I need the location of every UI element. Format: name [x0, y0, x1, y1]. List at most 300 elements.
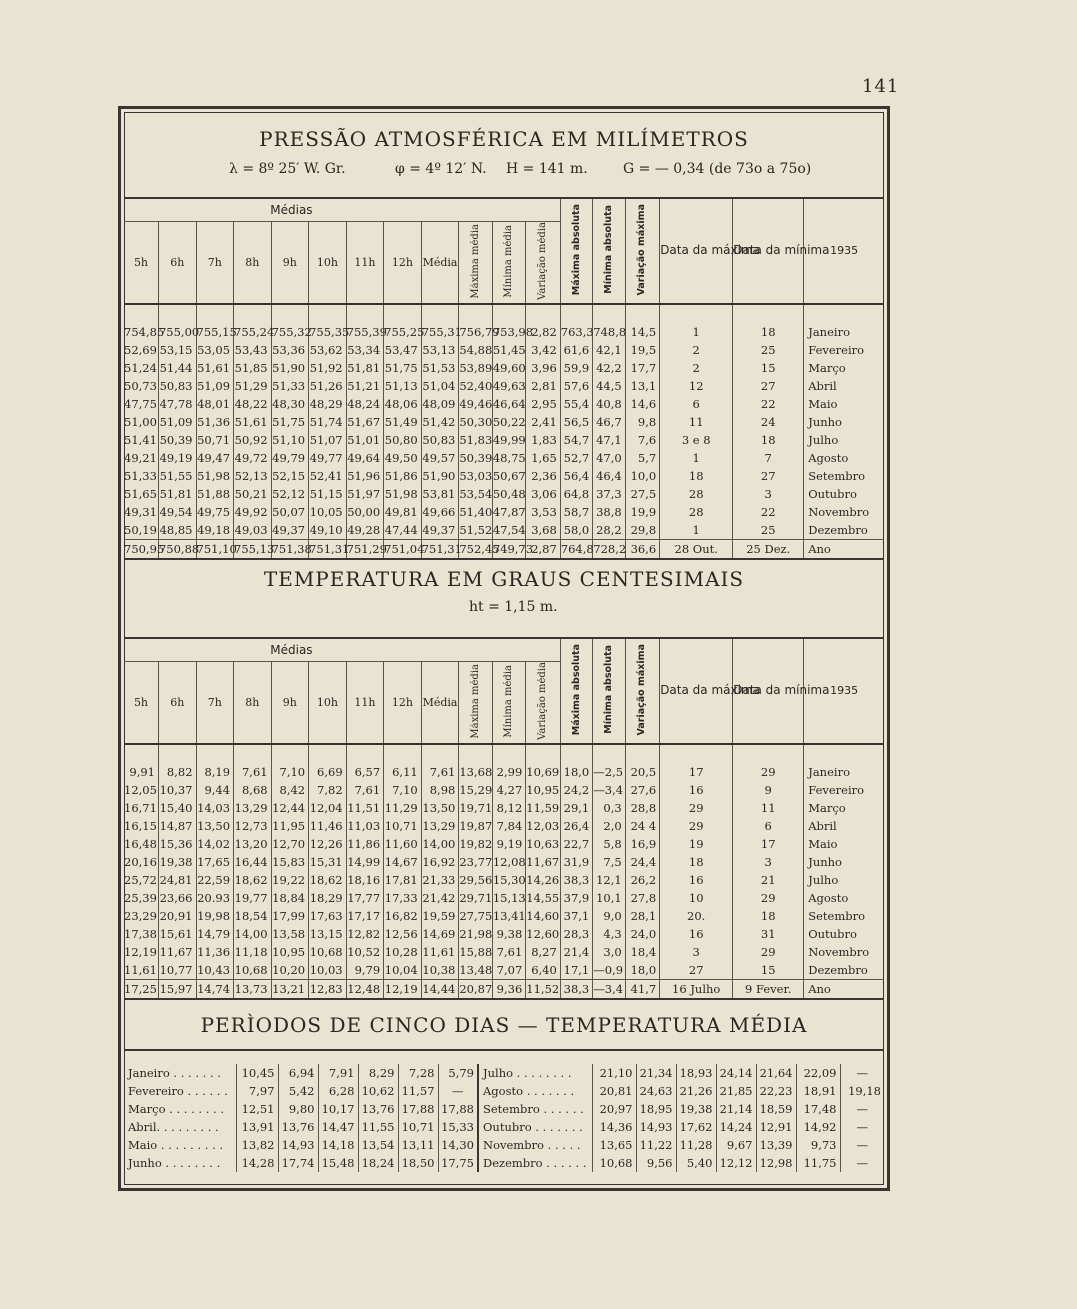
period-cell: 14,92 — [796, 1118, 840, 1136]
table-cell: 53,05 — [196, 341, 234, 359]
table-cell: —2,5 — [593, 763, 625, 781]
table-cell: 11,67 — [526, 854, 560, 869]
year-total-row — [124, 979, 884, 999]
year-cell: 755,13 — [234, 539, 272, 559]
year-cell: 750,95 — [124, 539, 158, 559]
period-row — [124, 1100, 884, 1118]
table-cell: 50,80 — [384, 431, 422, 449]
pressure-table — [124, 197, 884, 560]
media-header: Média — [421, 222, 459, 304]
month-label: Maio — [804, 835, 884, 853]
period-month-label: Janeiro . . . . . . . — [128, 1066, 221, 1080]
table-cell: 10,04 — [384, 961, 422, 980]
temperature-title: TEMPERATURA EM GRAUS CENTESIMAIS — [263, 567, 745, 591]
table-cell: 49,79 — [271, 449, 309, 467]
table-cell: 15,40 — [158, 799, 196, 817]
table-cell: 2,41 — [526, 413, 561, 431]
period-cell: 9,73 — [796, 1136, 840, 1154]
hour-header: 10h — [309, 222, 347, 304]
period-cell: 11,75 — [796, 1154, 840, 1172]
table-cell: 51,44 — [158, 359, 196, 377]
table-cell: 6,69 — [309, 763, 347, 781]
table-cell: 51,13 — [384, 377, 422, 395]
month-label: Janeiro — [804, 763, 884, 781]
period-cell: 18,59 — [756, 1100, 796, 1118]
table-cell: 29 — [733, 943, 804, 961]
table-cell: 42,1 — [593, 341, 625, 359]
year-cell: 15,97 — [158, 979, 196, 999]
table-cell: 50,22 — [492, 414, 526, 429]
period-cell: 20,97 — [592, 1100, 636, 1118]
table-cell: 7,6 — [625, 431, 659, 449]
table-cell: 57,6 — [560, 377, 592, 395]
table-cell: 755,24 — [234, 324, 275, 339]
table-cell: 10,0 — [625, 467, 659, 485]
periods-table — [124, 1064, 884, 1172]
period-month-label: Abril. . . . . . . . . — [128, 1120, 219, 1134]
year-cell: 28 Out. — [660, 539, 733, 559]
table-cell: 7,61 — [492, 943, 525, 961]
max-abs-header: Máxima absoluta — [560, 198, 592, 304]
year-header: 1935 — [804, 638, 884, 744]
table-cell: 49,03 — [234, 521, 272, 540]
period-cell: 10,17 — [318, 1100, 358, 1118]
year-cell: 9,36 — [492, 979, 525, 999]
month-label: Novembro — [804, 943, 884, 961]
table-cell: 51,61 — [234, 413, 272, 431]
table-cell: 51,45 — [492, 342, 526, 357]
table-cell: 21,98 — [459, 926, 493, 941]
table-cell: 754,85 — [124, 324, 165, 339]
table-cell: 19,71 — [459, 800, 493, 815]
table-cell: 51,53 — [421, 359, 459, 377]
month-label: Outubro — [804, 485, 884, 503]
table-cell: 31 — [733, 925, 804, 943]
table-cell: 1 — [660, 323, 733, 341]
table-cell: 2,95 — [526, 395, 561, 413]
table-cell: 11,67 — [158, 943, 196, 961]
period-month-label: Junho . . . . . . . . — [128, 1156, 221, 1170]
period-cell: — — [840, 1136, 884, 1154]
period-cell: — — [840, 1154, 884, 1172]
table-cell: 48,09 — [421, 395, 459, 413]
table-cell: 9,44 — [196, 781, 234, 799]
year-cell: 750,88 — [158, 539, 196, 559]
table-row — [124, 503, 884, 521]
month-label: Agosto — [804, 449, 884, 467]
period-cell: 5,79 — [438, 1064, 478, 1082]
period-cell: 11,22 — [636, 1136, 676, 1154]
table-cell: 12,44 — [271, 799, 309, 817]
table-cell: 53,15 — [158, 341, 196, 359]
table-cell: 19,59 — [421, 907, 459, 925]
month-label: Setembro — [804, 467, 884, 485]
table-cell: 20. — [660, 907, 733, 925]
table-cell: 17 — [733, 835, 804, 853]
table-cell: 9 — [733, 781, 804, 799]
table-cell: 49,60 — [492, 360, 526, 375]
table-row — [124, 377, 884, 395]
table-cell: 755,25 — [384, 324, 425, 339]
table-row — [124, 485, 884, 503]
table-cell: 51,10 — [271, 431, 309, 449]
table-cell: 50,73 — [124, 378, 157, 393]
table-cell: 0,3 — [593, 799, 625, 817]
period-cell: 5,40 — [676, 1154, 716, 1172]
table-cell: 47,0 — [593, 449, 625, 467]
table-cell: 53,62 — [309, 341, 347, 359]
period-cell: 7,97 — [236, 1082, 278, 1100]
table-cell: 54,88 — [459, 342, 493, 357]
table-cell: 13,1 — [625, 377, 659, 395]
table-cell: 14,00 — [421, 835, 459, 853]
table-cell: 755,31 — [421, 324, 462, 339]
data-min-header: Data da mínima — [733, 198, 804, 304]
period-cell: 21,10 — [592, 1064, 636, 1082]
table-cell: 51,74 — [309, 413, 347, 431]
table-cell: 26,2 — [625, 871, 659, 889]
table-cell: 50,19 — [124, 522, 157, 537]
table-cell: 13,29 — [234, 799, 272, 817]
table-cell: 21 — [733, 871, 804, 889]
period-cell: 13,39 — [756, 1136, 796, 1154]
table-cell: 51,61 — [196, 359, 234, 377]
year-cell: 751,10 — [196, 539, 234, 559]
table-cell: 11,95 — [271, 817, 309, 835]
month-label: Abril — [804, 377, 884, 395]
table-cell: 51,86 — [384, 467, 422, 485]
year-cell: 38,3 — [560, 979, 592, 999]
table-cell: 49,63 — [492, 378, 526, 393]
table-cell: 16,44 — [234, 853, 272, 871]
period-cell: 7,28 — [398, 1064, 438, 1082]
period-cell: 12,98 — [756, 1154, 796, 1172]
table-cell: 64,8 — [560, 485, 592, 503]
table-cell: 20,91 — [158, 907, 196, 925]
table-cell: 11,46 — [309, 817, 347, 835]
table-cell: 46,4 — [593, 467, 625, 485]
table-cell: 58,7 — [560, 503, 592, 521]
period-cell: 13,76 — [278, 1118, 318, 1136]
period-cell: 14,30 — [438, 1136, 478, 1154]
table-cell: 11,51 — [346, 799, 384, 817]
table-cell: 10,1 — [593, 889, 625, 907]
table-cell: 50,48 — [492, 486, 526, 501]
table-cell: 7,10 — [271, 763, 309, 781]
table-cell: 46,64 — [492, 396, 526, 411]
table-cell: 52,15 — [271, 467, 309, 485]
table-cell: 12,04 — [309, 799, 347, 817]
table-cell: 9,19 — [492, 835, 525, 853]
table-cell: 27 — [660, 961, 733, 980]
table-cell: 24,0 — [625, 925, 659, 943]
month-label: Junho — [804, 853, 884, 871]
table-cell: 3 — [660, 943, 733, 961]
year-cell: 751,04 — [384, 539, 422, 559]
min-media-header: Mínima média — [492, 222, 525, 304]
table-cell: 53,81 — [421, 485, 459, 503]
table-cell: 8,27 — [526, 943, 561, 961]
table-row — [124, 431, 884, 449]
table-cell: 51,15 — [309, 485, 347, 503]
table-cell: 7,10 — [384, 781, 422, 799]
table-row — [124, 889, 884, 907]
table-cell: 51,81 — [158, 485, 196, 503]
year-cell: 25 Dez. — [733, 539, 804, 559]
period-month-label: Maio . . . . . . . . . — [128, 1138, 224, 1152]
table-cell: 49,54 — [158, 503, 196, 521]
table-cell: 8,98 — [421, 781, 459, 799]
table-cell: 17,63 — [309, 907, 347, 925]
table-cell: 48,22 — [234, 395, 272, 413]
period-cell: 7,91 — [318, 1064, 358, 1082]
table-cell: 753,98 — [492, 324, 534, 339]
table-cell: 51,83 — [459, 432, 493, 447]
period-cell: 13,65 — [592, 1136, 636, 1154]
period-cell: 15,33 — [438, 1118, 478, 1136]
table-cell: 2,81 — [526, 377, 561, 395]
table-cell: 49,72 — [234, 449, 272, 467]
table-cell: 21,42 — [421, 889, 459, 907]
table-cell: 50,83 — [421, 431, 459, 449]
month-label: Junho — [804, 413, 884, 431]
table-row — [124, 943, 884, 961]
period-cell: 21,34 — [636, 1064, 676, 1082]
table-cell: 29,8 — [625, 521, 659, 540]
table-cell: 28,8 — [625, 799, 659, 817]
table-cell: 51,75 — [271, 413, 309, 431]
table-cell: 19,9 — [625, 503, 659, 521]
table-cell: 4,3 — [593, 925, 625, 943]
period-cell: 9,56 — [636, 1154, 676, 1172]
table-cell: 27 — [733, 467, 804, 485]
period-cell: 21,85 — [716, 1082, 756, 1100]
table-cell: 4,27 — [492, 781, 525, 799]
table-cell: 10,03 — [309, 961, 347, 980]
table-cell: 25,72 — [124, 872, 157, 887]
table-cell: 10,77 — [158, 961, 196, 980]
table-cell: 50,92 — [234, 431, 272, 449]
table-cell: 49,31 — [124, 504, 157, 519]
table-cell: 48,24 — [346, 395, 384, 413]
table-cell: 10,20 — [271, 961, 309, 980]
table-cell: 2,99 — [492, 763, 525, 781]
period-cell: 14,47 — [318, 1118, 358, 1136]
table-cell: 755,39 — [346, 324, 387, 339]
month-label: Março — [804, 359, 884, 377]
table-cell: 51,88 — [196, 485, 234, 503]
table-cell: 9,91 — [129, 764, 155, 779]
table-cell: 18,84 — [271, 889, 309, 907]
table-cell: 10,05 — [309, 503, 347, 521]
table-cell: 18,62 — [309, 871, 347, 889]
period-cell: 13,11 — [398, 1136, 438, 1154]
table-cell: 755,35 — [309, 324, 350, 339]
table-cell: 47,54 — [492, 521, 525, 540]
table-cell: 61,6 — [560, 341, 592, 359]
period-cell: 18,95 — [636, 1100, 676, 1118]
table-cell: 13,68 — [459, 764, 493, 779]
medias-header: Médias — [270, 643, 313, 657]
table-cell: 52,41 — [309, 467, 347, 485]
table-cell: 49,37 — [421, 521, 459, 540]
table-cell: 11 — [660, 413, 733, 431]
year-cell: 2,87 — [526, 539, 561, 559]
year-cell: 14,44 — [421, 979, 459, 999]
table-cell: 2 — [660, 359, 733, 377]
period-cell: 18,24 — [358, 1154, 398, 1172]
table-cell: 7 — [733, 449, 804, 467]
table-cell: 24 — [733, 413, 804, 431]
table-cell: 10,52 — [346, 943, 384, 961]
table-cell: 12,73 — [234, 817, 272, 835]
table-cell: 51,24 — [124, 360, 157, 375]
period-month-label: Dezembro . . . . . . — [478, 1154, 592, 1172]
table-cell: 56,4 — [560, 467, 592, 485]
period-cell: 6,94 — [278, 1064, 318, 1082]
year-cell: 751,31 — [421, 539, 459, 559]
table-cell: 14,99 — [346, 853, 384, 871]
table-cell: 49,10 — [309, 521, 347, 540]
year-cell: 9 Fever. — [733, 979, 804, 999]
year-cell: —3,4 — [593, 979, 625, 999]
table-cell: 48,06 — [384, 395, 422, 413]
table-cell: 27,8 — [625, 889, 659, 907]
table-cell: 15,31 — [309, 853, 347, 871]
table-cell: 10,63 — [526, 836, 560, 851]
table-cell: 51,49 — [384, 413, 422, 431]
table-cell: 56,5 — [560, 413, 592, 431]
table-cell: 23,66 — [158, 889, 196, 907]
hour-header: 10h — [309, 662, 347, 744]
var-media-header: Variação média — [526, 662, 561, 744]
year-cell: 20,87 — [459, 979, 492, 999]
table-cell: 52,69 — [124, 342, 157, 357]
table-cell: 3,53 — [526, 503, 561, 521]
table-cell: 50,83 — [158, 377, 196, 395]
table-cell: 7,61 — [421, 763, 459, 781]
table-cell: 15,61 — [158, 925, 196, 943]
period-cell: 17,88 — [438, 1100, 478, 1118]
table-row — [124, 817, 884, 835]
table-cell: 37,3 — [593, 485, 625, 503]
table-row — [124, 799, 884, 817]
table-cell: 10,28 — [384, 943, 422, 961]
period-cell: 13,54 — [358, 1136, 398, 1154]
month-label: Julho — [804, 431, 884, 449]
min-abs-header: Mínima absoluta — [593, 638, 625, 744]
table-cell: 51,40 — [459, 504, 493, 519]
table-cell: 51,26 — [309, 377, 347, 395]
table-cell: 53,89 — [459, 360, 493, 375]
table-cell: 7,07 — [492, 961, 525, 980]
table-cell: 51,29 — [234, 377, 272, 395]
table-cell: 11,36 — [196, 943, 234, 961]
period-cell: — — [840, 1100, 884, 1118]
period-cell: 18,50 — [398, 1154, 438, 1172]
table-cell: 13,58 — [271, 925, 309, 943]
table-cell: 23,29 — [124, 908, 157, 923]
year-cell: 751,31 — [309, 539, 347, 559]
table-cell: 18,0 — [560, 763, 592, 781]
table-cell: 9,79 — [346, 961, 384, 980]
pressure-lambda: λ = 8º 25′ W. Gr. — [229, 161, 346, 177]
period-cell: — — [438, 1082, 478, 1100]
table-row — [124, 871, 884, 889]
table-row — [124, 835, 884, 853]
month-label: Fevereiro — [804, 341, 884, 359]
table-cell: 15,29 — [459, 782, 493, 797]
table-row — [124, 323, 884, 341]
table-cell: 49,28 — [346, 521, 384, 540]
table-cell: 51,01 — [346, 431, 384, 449]
table-cell: 44,5 — [593, 377, 625, 395]
table-cell: 17 — [660, 763, 733, 781]
table-cell: 16,71 — [124, 800, 157, 815]
pressure-phi: φ = 4º 12′ N. — [395, 161, 487, 177]
table-cell: 17,65 — [196, 853, 234, 871]
pressure-altitude: H = 141 m. — [506, 161, 588, 177]
var-max-header: Variação máxima — [625, 638, 659, 744]
period-cell: 17,75 — [438, 1154, 478, 1172]
table-cell: 17,38 — [124, 926, 157, 941]
table-cell: 14,79 — [196, 925, 234, 943]
period-cell: 10,45 — [236, 1064, 278, 1082]
table-cell: 24 4 — [625, 817, 659, 835]
table-cell: 6,40 — [526, 961, 561, 980]
year-cell: 13,73 — [234, 979, 272, 999]
table-cell: 12,1 — [593, 871, 625, 889]
period-cell: 10,62 — [358, 1082, 398, 1100]
temperature-height: ht = 1,15 m. — [469, 599, 558, 615]
table-cell: 17,7 — [625, 359, 659, 377]
periods-title: PERÌODOS DE CINCO DIAS — TEMPERATURA MÉDIA — [200, 1013, 808, 1037]
table-cell: 50,67 — [492, 468, 526, 483]
month-label: Novembro — [804, 503, 884, 521]
table-cell: 14,60 — [526, 908, 560, 923]
period-month-label: Setembro . . . . . . — [478, 1100, 592, 1118]
table-cell: 18 — [733, 431, 804, 449]
month-label: Fevereiro — [804, 781, 884, 799]
table-cell: 25 — [733, 341, 804, 359]
table-cell: 12,82 — [346, 925, 384, 943]
medias-header: Médias — [270, 203, 313, 217]
table-cell: 1 — [660, 449, 733, 467]
period-cell: 17,88 — [398, 1100, 438, 1118]
table-cell: 5,8 — [593, 835, 625, 853]
period-cell: 24,14 — [716, 1064, 756, 1082]
min-media-header: Mínima média — [492, 662, 525, 744]
period-cell: 11,57 — [398, 1082, 438, 1100]
table-cell: 55,4 — [560, 395, 592, 413]
table-cell: 47,44 — [384, 521, 422, 540]
table-cell: 5,7 — [625, 449, 659, 467]
table-cell: 19,22 — [271, 871, 309, 889]
month-label: Agosto — [804, 889, 884, 907]
table-cell: 51,85 — [234, 359, 272, 377]
month-label: Abril — [804, 817, 884, 835]
year-total-row — [124, 539, 884, 559]
table-cell: 22,59 — [196, 871, 234, 889]
table-cell: 11,60 — [384, 835, 422, 853]
table-cell: 17,1 — [560, 961, 592, 980]
table-cell: 11,29 — [384, 799, 422, 817]
table-cell: 2,36 — [526, 467, 561, 485]
period-cell: 13,91 — [236, 1118, 278, 1136]
period-month-label: Julho . . . . . . . . — [478, 1064, 592, 1082]
period-month-label: Novembro . . . . . — [478, 1136, 592, 1154]
period-cell: 11,28 — [676, 1136, 716, 1154]
